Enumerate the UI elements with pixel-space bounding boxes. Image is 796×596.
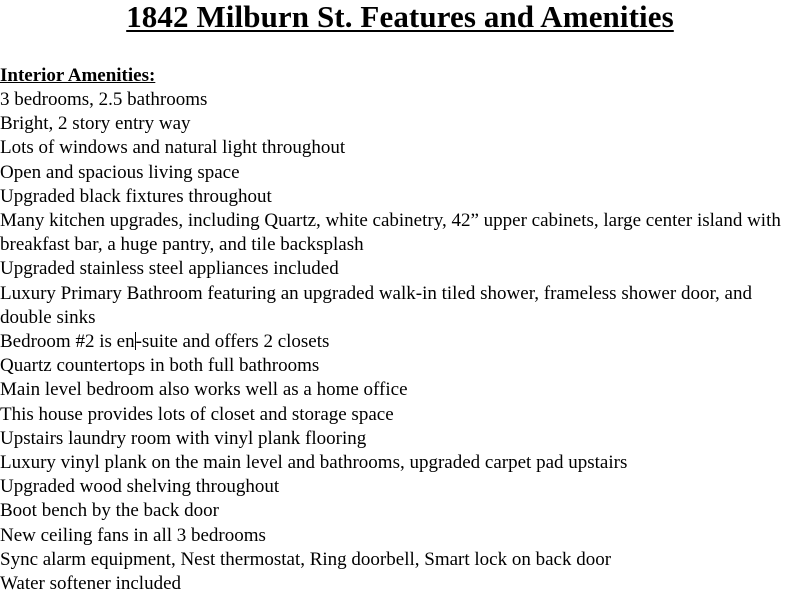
- list-item: 3 bedrooms, 2.5 bathrooms: [0, 89, 208, 110]
- list-item: Open and spacious living space: [0, 161, 240, 183]
- list-item-with-caret[interactable]: [0, 330, 796, 354]
- list-item: Main level bedroom also works well as a home office: [0, 379, 408, 401]
- text-before-caret: Bedroom #2 is en: [0, 331, 135, 353]
- list-item: Many kitchen upgrades, including Quartz, white cabinetry, 42” upper cabinets, large center island with breakfast bar, a huge pantry, and tile backsplash: [0, 210, 781, 256]
- document-title: 1842 Milburn St. Features and Amenities: [126, 0, 674, 34]
- list-item: Upgraded black fixtures throughout: [0, 185, 272, 207]
- section-heading-interior-amenities: Interior Amenities:: [0, 65, 156, 86]
- list-item: This house provides lots of closet and storage space: [0, 403, 394, 425]
- list-item: Boot bench by the back door: [0, 500, 219, 522]
- list-item: Luxury vinyl plank on the main level and bathrooms, upgraded carpet pad upstairs: [0, 452, 628, 474]
- list-item: Bright, 2 story entry way: [0, 113, 191, 135]
- list-item: New ceiling fans in all 3 bedrooms: [0, 524, 266, 546]
- list-item: Sync alarm equipment, Nest thermostat, Ring doorbell, Smart lock on back door: [0, 548, 612, 570]
- list-item: Lots of windows and natural light throughout: [0, 137, 346, 159]
- list-item: Quartz countertops in both full bathrooms: [0, 355, 320, 377]
- text-after-caret: -suite and offers 2 closets: [135, 331, 330, 353]
- list-item: Upgraded stainless steel appliances included: [0, 258, 339, 280]
- amenities-list: [0, 88, 796, 596]
- list-item: Luxury Primary Bathroom featuring an upgraded walk-in tiled shower, frameless shower door, and double sinks: [0, 282, 752, 328]
- list-item: Upgraded wood shelving throughout: [0, 476, 280, 498]
- list-item: Water softener included: [0, 573, 182, 595]
- list-item: Upstairs laundry room with vinyl plank flooring: [0, 427, 367, 449]
